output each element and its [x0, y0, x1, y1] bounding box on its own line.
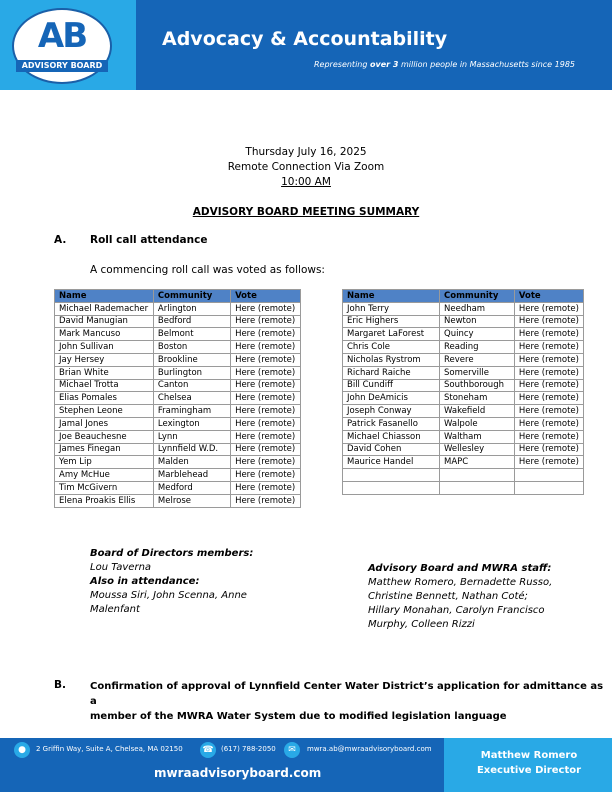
table-row	[55, 469, 301, 482]
board-attendance	[90, 547, 253, 617]
cell-name: Maurice Handel	[343, 456, 440, 469]
cell-vote: Here (remote)	[514, 353, 583, 366]
cell-name: James Finegan	[55, 443, 154, 456]
cell-vote: Here (remote)	[231, 366, 301, 379]
section-a-letter: A.	[54, 234, 67, 246]
cell-vote: Here (remote)	[231, 302, 301, 315]
cell-community: Southborough	[440, 379, 515, 392]
cell-community	[440, 469, 515, 482]
staff-label: Advisory Board and MWRA staff:	[368, 563, 552, 574]
table-row	[55, 366, 301, 379]
staff-attendance	[368, 562, 552, 632]
roll-call-table-left	[54, 289, 301, 508]
cell-vote: Here (remote)	[231, 494, 301, 507]
section-a-intro: A commencing roll call was voted as follows:	[90, 264, 325, 276]
email-icon: ✉	[284, 742, 300, 758]
cell-name: John Sullivan	[55, 341, 154, 354]
table-row	[343, 443, 584, 456]
table-row	[55, 405, 301, 418]
cell-name: Tim McGivern	[55, 481, 154, 494]
table-row	[55, 341, 301, 354]
section-b-title	[90, 679, 612, 724]
cell-vote: Here (remote)	[231, 353, 301, 366]
table-row	[55, 302, 301, 315]
cell-vote: Here (remote)	[514, 328, 583, 341]
cell-name: Richard Raiche	[343, 366, 440, 379]
cell-vote: Here (remote)	[231, 328, 301, 341]
also-line-1: Moussa Siri, John Scenna, Anne	[90, 590, 247, 601]
cell-vote	[514, 469, 583, 482]
cell-community: Marblehead	[153, 469, 230, 482]
cell-name: Margaret LaForest	[343, 328, 440, 341]
cell-community: Wellesley	[440, 443, 515, 456]
cell-vote	[514, 481, 583, 494]
meeting-date: Thursday July 16, 2025	[245, 146, 367, 158]
cell-community: Needham	[440, 302, 515, 315]
cell-community: Chelsea	[153, 392, 230, 405]
cell-community: MAPC	[440, 456, 515, 469]
meeting-heading: ADVISORY BOARD MEETING SUMMARY	[192, 206, 420, 218]
cell-name: Eric Highers	[343, 315, 440, 328]
cell-community: Malden	[153, 456, 230, 469]
footer-director	[446, 748, 612, 778]
section-a-title: Roll call attendance	[90, 234, 208, 246]
footer-phone: (617) 788-2050	[221, 745, 276, 753]
table-header-row	[55, 290, 301, 303]
cell-name: Jamal Jones	[55, 417, 154, 430]
cell-name: Elena Proakis Ellis	[55, 494, 154, 507]
cell-community: Brookline	[153, 353, 230, 366]
cell-name: Michael Trotta	[55, 379, 154, 392]
cell-vote: Here (remote)	[231, 417, 301, 430]
cell-name: Patrick Fasanello	[343, 417, 440, 430]
table-row	[55, 456, 301, 469]
cell-vote: Here (remote)	[514, 430, 583, 443]
cell-community: Lynnfield W.D.	[153, 443, 230, 456]
logo-text: ADVISORY BOARD	[16, 60, 108, 72]
cell-name: Michael Chiasson	[343, 430, 440, 443]
logo-letters: AB	[37, 16, 87, 56]
header-title: Advocacy & Accountability	[162, 28, 448, 50]
cell-vote: Here (remote)	[514, 315, 583, 328]
table-row	[343, 392, 584, 405]
cell-vote: Here (remote)	[514, 443, 583, 456]
advisory-board-logo	[12, 8, 112, 84]
cell-community: Walpole	[440, 417, 515, 430]
cell-community: Somerville	[440, 366, 515, 379]
meeting-heading-wrap	[0, 206, 612, 218]
cell-vote: Here (remote)	[231, 469, 301, 482]
phone-icon: ☎	[200, 742, 216, 758]
cell-name: Nicholas Rystrom	[343, 353, 440, 366]
also-label: Also in attendance:	[90, 576, 200, 587]
board-names: Lou Taverna	[90, 562, 152, 573]
also-line-2: Malenfant	[90, 604, 140, 615]
staff-line-1: Matthew Romero, Bernadette Russo,	[368, 577, 553, 588]
cell-vote: Here (remote)	[231, 315, 301, 328]
footer-website[interactable]: mwraadvisoryboard.com	[154, 766, 322, 780]
table-row	[343, 341, 584, 354]
cell-name	[343, 481, 440, 494]
location-pin-icon: ●	[14, 742, 30, 758]
cell-name: Yem Lip	[55, 456, 154, 469]
section-b-line-2: member of the MWRA Water System due to modified legislation language	[90, 711, 507, 722]
cell-name: John Terry	[343, 302, 440, 315]
cell-community: Medford	[153, 481, 230, 494]
cell-vote: Here (remote)	[231, 405, 301, 418]
table-row	[55, 328, 301, 341]
cell-name: Brian White	[55, 366, 154, 379]
table-row	[55, 315, 301, 328]
cell-vote: Here (remote)	[231, 443, 301, 456]
roll-call-table-right	[342, 289, 584, 495]
section-b-letter: B.	[54, 679, 66, 691]
cell-community: Arlington	[153, 302, 230, 315]
cell-vote: Here (remote)	[231, 341, 301, 354]
cell-community: Wakefield	[440, 405, 515, 418]
table-row	[55, 481, 301, 494]
cell-vote: Here (remote)	[231, 379, 301, 392]
cell-community: Burlington	[153, 366, 230, 379]
cell-vote: Here (remote)	[514, 417, 583, 430]
director-name: Matthew Romero	[480, 750, 578, 761]
cell-vote: Here (remote)	[231, 392, 301, 405]
meeting-time: 10:00 AM	[281, 176, 331, 188]
cell-name: David Cohen	[343, 443, 440, 456]
table-row	[343, 481, 584, 494]
cell-name: Joe Beauchesne	[55, 430, 154, 443]
cell-name: Bill Cundiff	[343, 379, 440, 392]
cell-vote: Here (remote)	[514, 366, 583, 379]
cell-vote: Here (remote)	[514, 379, 583, 392]
column-header-name: Name	[55, 290, 154, 303]
cell-name: Joseph Conway	[343, 405, 440, 418]
cell-name: Amy McHue	[55, 469, 154, 482]
table-row	[343, 379, 584, 392]
cell-name: Chris Cole	[343, 341, 440, 354]
meeting-time-wrap	[0, 176, 612, 188]
cell-community: Newton	[440, 315, 515, 328]
table-row	[55, 430, 301, 443]
table-row	[55, 353, 301, 366]
table-row	[343, 328, 584, 341]
table-row	[55, 443, 301, 456]
cell-name	[343, 469, 440, 482]
staff-line-4: Murphy, Colleen Rizzi	[368, 619, 475, 630]
cell-name: Stephen Leone	[55, 405, 154, 418]
table-row	[343, 469, 584, 482]
cell-community: Reading	[440, 341, 515, 354]
cell-vote: Here (remote)	[231, 481, 301, 494]
board-label: Board of Directors members:	[90, 548, 254, 559]
cell-community: Quincy	[440, 328, 515, 341]
cell-name: Michael Rademacher	[55, 302, 154, 315]
table-row	[343, 302, 584, 315]
table-row	[343, 366, 584, 379]
cell-community: Waltham	[440, 430, 515, 443]
cell-community: Canton	[153, 379, 230, 392]
cell-community: Stoneham	[440, 392, 515, 405]
column-header-name: Name	[343, 290, 440, 303]
footer-address: 2 Griffin Way, Suite A, Chelsea, MA 02150	[36, 745, 183, 753]
table-header-row	[343, 290, 584, 303]
staff-line-2: Christine Bennett, Nathan Coté;	[368, 591, 528, 602]
column-header-community: Community	[440, 290, 515, 303]
meeting-location: Remote Connection Via Zoom	[227, 161, 385, 173]
cell-community: Melrose	[153, 494, 230, 507]
cell-community: Bedford	[153, 315, 230, 328]
staff-line-3: Hillary Monahan, Carolyn Francisco	[368, 605, 545, 616]
cell-name: David Manugian	[55, 315, 154, 328]
section-b-line-1: Confirmation of approval of Lynnfield Center Water District’s application for admittance as a	[90, 681, 604, 707]
cell-community: Framingham	[153, 405, 230, 418]
cell-community	[440, 481, 515, 494]
table-row	[343, 430, 584, 443]
cell-vote: Here (remote)	[231, 430, 301, 443]
cell-community: Revere	[440, 353, 515, 366]
table-row	[55, 417, 301, 430]
cell-vote: Here (remote)	[514, 405, 583, 418]
table-row	[343, 315, 584, 328]
cell-vote: Here (remote)	[514, 341, 583, 354]
cell-name: Mark Mancuso	[55, 328, 154, 341]
table-row	[55, 494, 301, 507]
cell-community: Boston	[153, 341, 230, 354]
cell-name: John DeAmicis	[343, 392, 440, 405]
table-row	[55, 392, 301, 405]
column-header-vote: Vote	[231, 290, 301, 303]
column-header-vote: Vote	[514, 290, 583, 303]
cell-vote: Here (remote)	[514, 392, 583, 405]
table-row	[343, 353, 584, 366]
column-header-community: Community	[153, 290, 230, 303]
cell-name: Elias Pomales	[55, 392, 154, 405]
cell-name: Jay Hersey	[55, 353, 154, 366]
cell-vote: Here (remote)	[514, 302, 583, 315]
footer-email[interactable]: mwra.ab@mwraadvisoryboard.com	[307, 745, 432, 753]
cell-community: Lexington	[153, 417, 230, 430]
cell-vote: Here (remote)	[514, 456, 583, 469]
cell-vote: Here (remote)	[231, 456, 301, 469]
table-row	[55, 379, 301, 392]
cell-community: Belmont	[153, 328, 230, 341]
header-tagline: Representing over 3 million people in Massachusetts since 1985	[314, 60, 575, 69]
table-row	[343, 456, 584, 469]
table-row	[343, 405, 584, 418]
cell-community: Lynn	[153, 430, 230, 443]
table-row	[343, 417, 584, 430]
director-title: Executive Director	[476, 765, 582, 776]
